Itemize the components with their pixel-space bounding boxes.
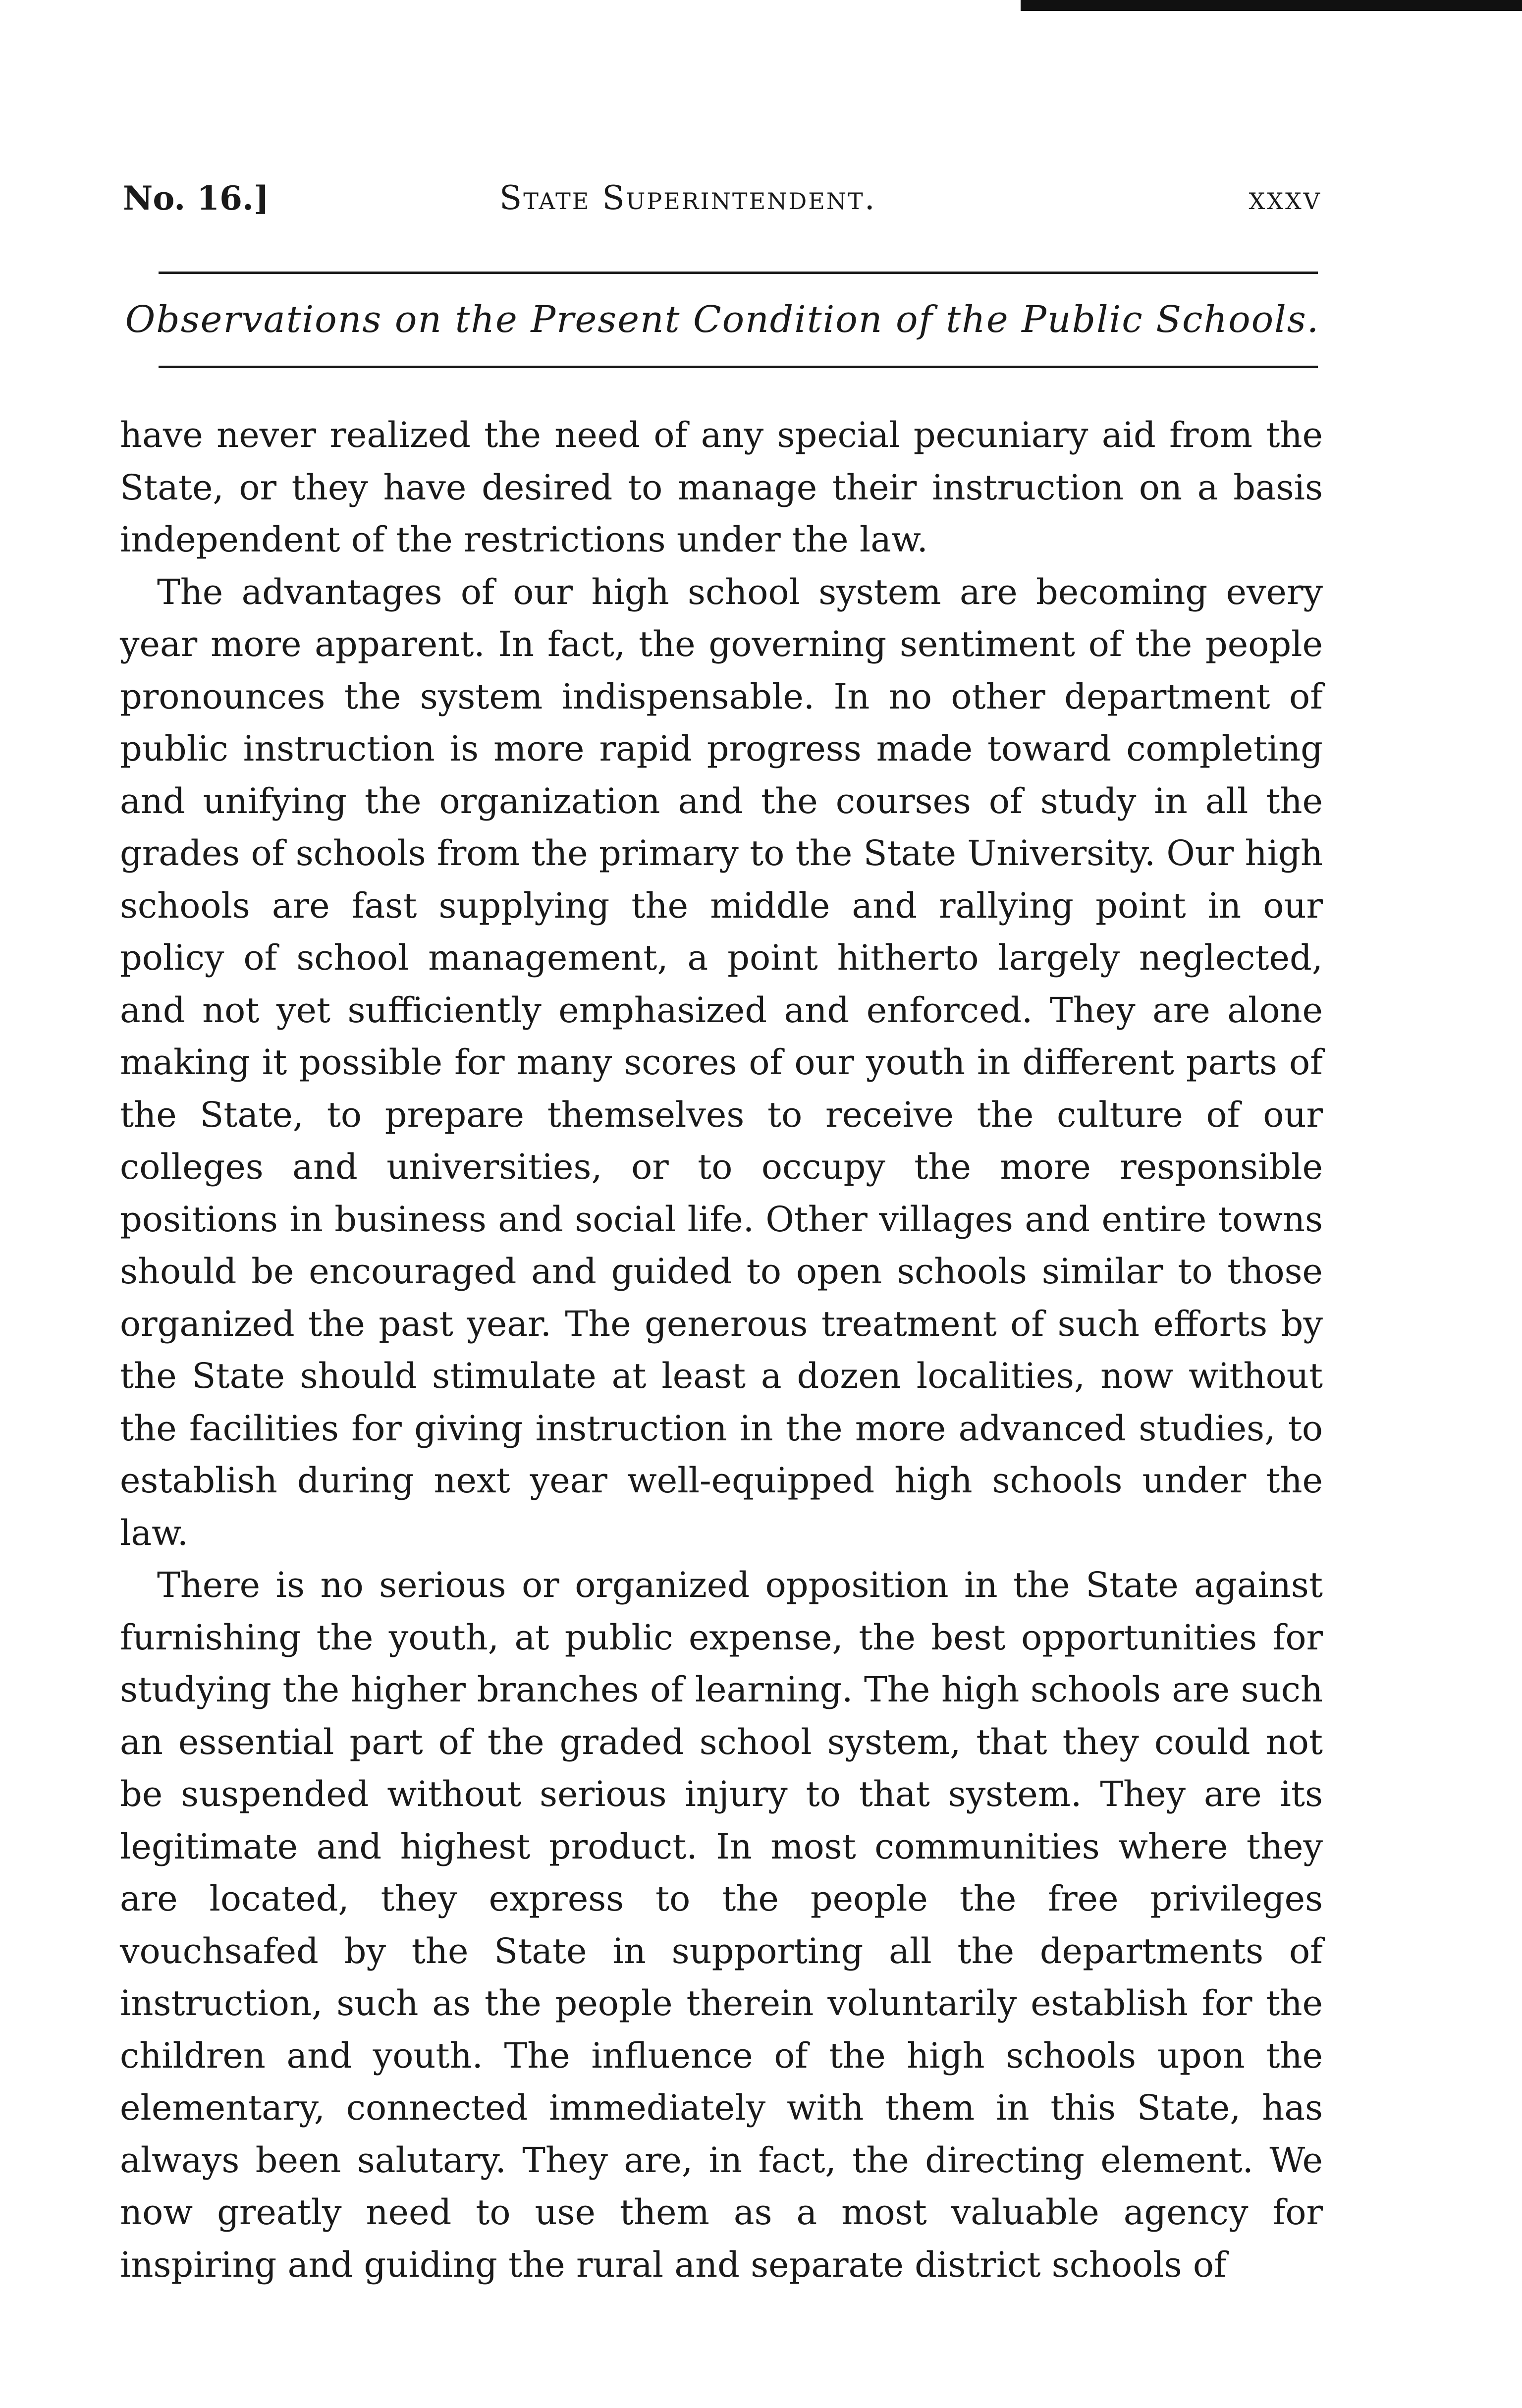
paragraph: There is no serious or organized opposition in the State against furnishing the youth, at public expense, the best opportunities for studying the higher branches of learning. The high schools are such an essential part of the graded school system, that they could not be suspended without serious injury to that system. They are its legitimate and highest product. In most communities where they are located, they express to the people the free privileges vouchsafed by the State in supporting all the departments of instruction, such as the people therein voluntarily establish for the children and youth. The influence of the high schools upon the elementary, connected immediately with them in this State, has always been salutary. They are, in fact, the directing element. We now greatly need to use them as a most valuable agency for inspiring and guiding the rural and separate district schools of	[120, 1565, 1323, 2285]
running-header	[123, 171, 1322, 225]
paragraph: have never realized the need of any special pecuniary aid from the State, or they have desired to manage their instruction on a basis independent of the restrictions under the law.	[120, 415, 1323, 560]
top-rule	[159, 272, 1318, 274]
body-text	[120, 409, 1323, 2291]
bottom-rule	[159, 366, 1318, 368]
document-number: No. 16.]	[123, 179, 270, 218]
scan-edge-mark	[1021, 0, 1522, 11]
paragraph: The advantages of our high school system are becoming every year more apparent. In fact, the governing sentiment of the people pronounces the system indispensable. In no other department of public instruction is more rapid progress made toward completing and unifying the organization and the courses of study in all the grades of schools from the primary to the State University. Our high schools are fast supplying the middle and rallying point in our policy of school management, a point hitherto largely neglected, and not yet sufficiently emphasized and enforced. They are alone making it possible for many scores of our youth in different parts of the State, to prepare themselves to receive the culture of our colleges and universities, or to occupy the more responsible positions in business and social life. Other villages and entire towns should be encouraged and guided to open schools similar to those organized the past year. The generous treatment of such efforts by the State should stimulate at least a dozen localities, now without the facilities for giving instruction in the more advanced studies, to establish during next year well-equipped high schools under the law.	[120, 571, 1323, 1553]
running-title: State Superintendent.	[499, 179, 876, 217]
page-number: xxxv	[1249, 179, 1322, 217]
section-title: Observations on the Present Condition of the Public Schools.	[125, 298, 1320, 341]
